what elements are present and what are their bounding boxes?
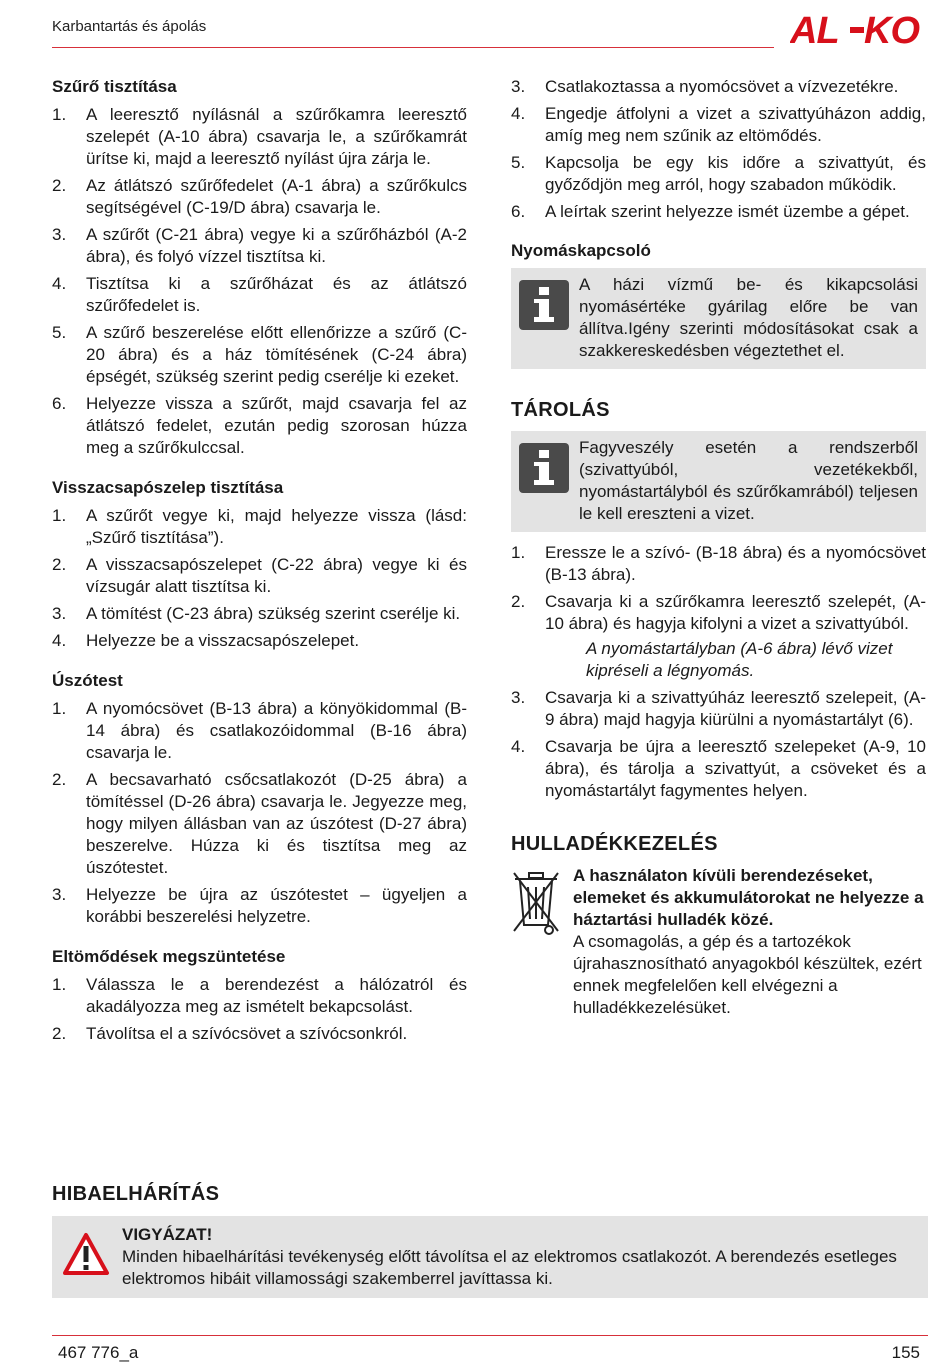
section-storage (511, 399, 926, 802)
step-number: 2. (52, 1024, 67, 1043)
list-item (52, 554, 467, 598)
list-item (511, 591, 926, 635)
list-item (52, 393, 467, 459)
info-box (511, 268, 926, 369)
list-item (511, 103, 926, 147)
info-box (511, 431, 926, 532)
step-number: 5. (511, 153, 526, 172)
header-rule (52, 47, 774, 48)
warning-triangle-icon (62, 1232, 110, 1290)
steps-list (52, 104, 467, 459)
step-number: 3. (511, 77, 526, 96)
step-number: 2. (52, 770, 67, 789)
step-number: 6. (511, 202, 526, 221)
warning-text (122, 1224, 918, 1290)
right-column (511, 76, 926, 1019)
step-number: 1. (52, 699, 67, 718)
section-waste (511, 833, 926, 1019)
list-item (511, 76, 926, 98)
info-icon (519, 280, 569, 330)
section-float (52, 670, 467, 928)
step-text: A szűrőt vegye ki, majd helyezze vissza (lásd: „Szűrő tisztítása”). (86, 506, 467, 547)
step-number: 2. (511, 592, 526, 611)
section-pressure-switch (511, 240, 926, 369)
section-title: Szűrő tisztítása (52, 77, 177, 96)
waste-text (573, 865, 926, 1019)
steps-list (52, 974, 467, 1045)
left-column (52, 76, 467, 1050)
svg-text:KO: KO (864, 12, 919, 48)
section-title: HULLADÉKKEZELÉS (511, 833, 718, 855)
step-number: 4. (511, 737, 526, 756)
list-item (52, 769, 467, 879)
step-number: 3. (52, 225, 67, 244)
warning-title: VIGYÁZAT! (122, 1225, 213, 1244)
list-item (52, 322, 467, 388)
step-number: 4. (52, 274, 67, 293)
page-number: 155 (891, 1343, 920, 1362)
step-text: A leeresztő nyílásnál a szűrőkamra leeresztő szelepét (A-10 ábra) csavarja le, a szűrőkamrát ürítse ki, majd a leeresztő nyílást újra zárja le. (86, 105, 467, 168)
list-item (52, 974, 467, 1018)
waste-block (511, 865, 926, 1019)
step-text: Csavarja ki a szűrőkamra leeresztő szelepét, (A-10 ábra) és hagyja kifolyni a vizet a szivattyúból. (545, 592, 926, 633)
list-item (52, 630, 467, 652)
list-item (511, 687, 926, 731)
note-text: A nyomástartályban (A-6 ábra) lévő vizet kipréseli a légnyomás. (586, 639, 893, 680)
list-item (52, 273, 467, 317)
document-id: 467 776_a (58, 1343, 139, 1362)
section-title: Úszótest (52, 671, 123, 690)
header-title: Karbantartás és ápolás (52, 18, 207, 35)
step-text: A leírtak szerint helyezze ismét üzembe a gépet. (545, 202, 910, 221)
step-text: A szűrőt (C-21 ábra) vegye ki a szűrőházból (A-2 ábra), és folyó vízzel tisztítsa ki. (86, 225, 467, 266)
step-number: 4. (52, 631, 67, 650)
step-text: Az átlátszó szűrőfedelet (A-1 ábra) a szűrőkulcs segítségével (C-19/D ábra) csavarja le. (86, 176, 467, 217)
warning-body: Minden hibaelhárítási tevékenység előtt távolítsa el az elektromos csatlakozót. A berendezés esetleges elektromos hibáit villamossági szakemberrel javíttassa ki. (122, 1247, 897, 1288)
step-text: A visszacsapószelepet (C-22 ábra) vegye ki és vízsugár alatt tisztítsa ki. (86, 555, 467, 596)
section-title: HIBAELHÁRÍTÁS (52, 1183, 220, 1205)
section-title: Eltömődések megszüntetése (52, 947, 286, 966)
warning-box (52, 1216, 928, 1298)
list-item (52, 1023, 467, 1045)
step-number: 2. (52, 176, 67, 195)
list-item (52, 505, 467, 549)
info-icon (519, 443, 569, 493)
step-text: Engedje átfolyni a vizet a szivattyúházon addig, amíg meg nem szűnik az eltömődés. (545, 104, 926, 145)
step-number: 3. (52, 885, 67, 904)
list-item (52, 224, 467, 268)
list-item (52, 698, 467, 764)
waste-bold-text: A használaton kívüli berendezéseket, elemeket és akkumulátorokat ne helyezze a háztartási hulladék közé. (573, 866, 924, 929)
info-text: Fagyveszély esetén a rendszerből (szivattyúból, vezetékekből, nyomástartályból és szűrőkamrából) teljesen le kell ereszteni a vizet. (579, 438, 918, 523)
step-text: Csatlakoztassa a nyomócsövet a vízvezetékre. (545, 77, 899, 96)
steps-list (511, 542, 926, 635)
step-text: A tömítést (C-23 ábra) szükség szerint cserélje ki. (86, 604, 461, 623)
section-check-valve (52, 477, 467, 652)
list-item (511, 736, 926, 802)
step-number: 1. (52, 105, 67, 124)
step-number: 2. (52, 555, 67, 574)
step-text: Csavarja be újra a leeresztő szelepeket (A-9, 10 ábra), és tárolja a szivattyút, a csöveket és a nyomástartályt fagymentes helyen. (545, 737, 926, 800)
list-item (511, 152, 926, 196)
section-troubleshooting (52, 1183, 928, 1298)
step-text: Kapcsolja be egy kis időre a szivattyút, és győződjön meg arról, hogy szabadon működik. (545, 153, 926, 194)
step-number: 1. (52, 975, 67, 994)
step-text: Helyezze be újra az úszótestet – ügyeljen a korábbi beszerelési helyzetre. (86, 885, 467, 926)
brand-logo (790, 12, 928, 57)
step-text: Helyezze be a visszacsapószelepet. (86, 631, 360, 650)
section-clogging (52, 946, 467, 1045)
step-number: 3. (52, 604, 67, 623)
list-item (52, 603, 467, 625)
alko-logo-icon (790, 12, 928, 48)
step-number: 1. (511, 543, 526, 562)
crossed-bin-icon (511, 867, 561, 1019)
list-item (52, 884, 467, 928)
step-number: 1. (52, 506, 67, 525)
step-number: 4. (511, 104, 526, 123)
section-filter-cleaning (52, 76, 467, 459)
section-title: Nyomáskapcsoló (511, 241, 651, 260)
step-text: Tisztítsa ki a szűrőházat és az átlátszó szűrőfedelet is. (86, 274, 467, 315)
step-number: 6. (52, 394, 67, 413)
step-text: A nyomócsövet (B-13 ábra) a könyökidommal (B-14 ábra) és csatlakozóidommal (B-16 ábra) csavarja le. (86, 699, 467, 762)
info-text: A házi vízmű be- és kikapcsolási nyomásértéke gyárilag előre be van állítva.Igény szerinti módosításokat csak a szakkereskedésben végeztethet el. (579, 275, 918, 360)
list-item (52, 175, 467, 219)
section-title: TÁROLÁS (511, 399, 610, 421)
step-number: 5. (52, 323, 67, 342)
steps-list (511, 687, 926, 802)
steps-list (52, 698, 467, 928)
waste-body-text: A csomagolás, a gép és a tartozékok újrahasznosítható anyagokból készültek, ezért ennek megfelelően kell elvégezni a hulladékkezelésüket. (573, 932, 922, 1017)
footer-rule (52, 1335, 928, 1336)
list-item (511, 542, 926, 586)
step-text: Válassza le a berendezést a hálózatról és akadályozza meg az ismételt bekapcsolást. (86, 975, 467, 1016)
step-number: 3. (511, 688, 526, 707)
step-text: Helyezze vissza a szűrőt, majd csavarja fel az átlátszó fedelet, ezután pedig szorosan húzza meg a szűrőkulccsal. (86, 394, 467, 457)
list-item (511, 201, 926, 223)
step-text: Csavarja ki a szivattyúház leeresztő szelepeit, (A-9 ábra) majd hagyja kiürülni a nyomástartályt (6). (545, 688, 926, 729)
section-title: Visszacsapószelep tisztítása (52, 478, 284, 497)
page-header (52, 0, 928, 48)
step-text: A szűrő beszerelése előtt ellenőrizze a szűrő (C-20 ábra) és a ház tömítésének (C-24 ábra) épségét, szükség szerint pedig cserélje ki ezeket. (86, 323, 467, 386)
steps-list (52, 505, 467, 652)
svg-text:AL: AL (790, 12, 839, 48)
list-item (52, 104, 467, 170)
step-text: Eressze le a szívó- (B-18 ábra) és a nyomócsövet (B-13 ábra). (545, 543, 926, 584)
page-footer (52, 1335, 928, 1362)
steps-list-continued (511, 76, 926, 223)
step-text: A becsavarható csőcsatlakozót (D-25 ábra) a tömítéssel (D-26 ábra) csavarja le. Jegyezze meg, hogy milyen állásban van az úszótest (D-27 ábra) beszerelve. Húzza ki és tisztítsa meg az úszótestet. (86, 770, 467, 877)
step-text: Távolítsa el a szívócsövet a szívócsonkról. (86, 1024, 408, 1043)
